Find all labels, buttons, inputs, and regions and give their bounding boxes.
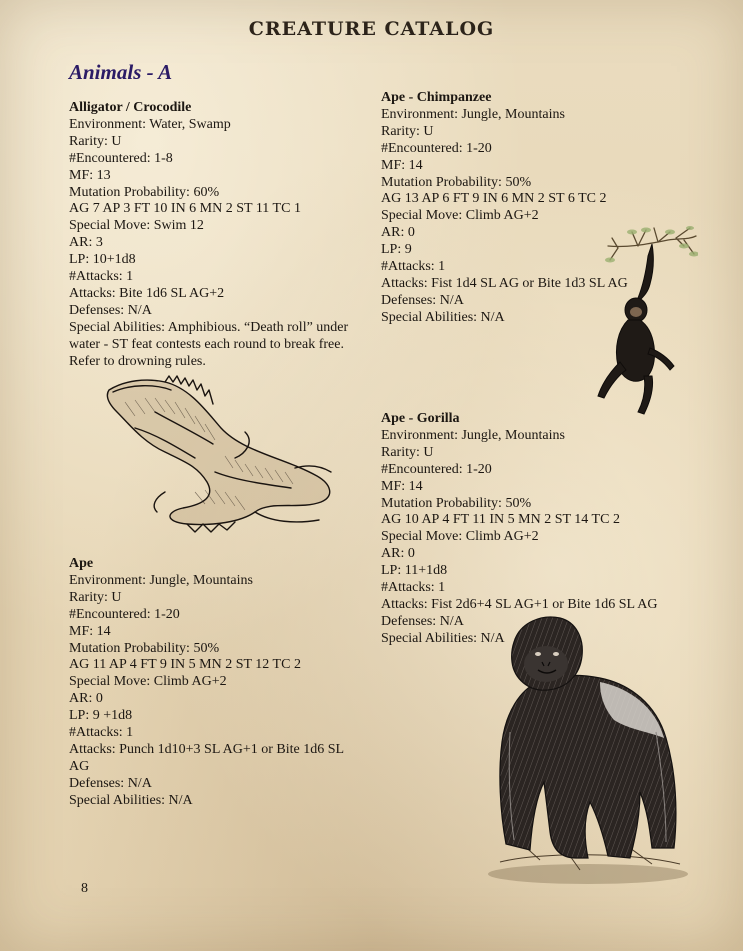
stat-line: #Attacks: 1 [381,580,446,596]
stat-line: Defenses: N/A [381,292,464,308]
stat-line: AR: 0 [69,691,103,707]
stat-line: Defenses: N/A [69,302,152,318]
stat-line: AG 10 AP 4 FT 11 IN 5 MN 2 ST 14 TC 2 [381,512,620,528]
stat-line: Rarity: U [69,589,122,605]
stat-line: Special Move: Climb AG+2 [381,208,539,224]
entry-name: Ape - Chimpanzee [381,90,492,105]
gorilla-illustration [480,612,692,886]
stat-line: Environment: Jungle, Mountains [381,427,565,443]
stat-line: AR: 0 [381,546,415,562]
stat-line: Attacks: Fist 1d4 SL AG or Bite 1d3 SL AG [381,275,628,291]
stat-line: Environment: Water, Swamp [69,116,231,132]
crocodile-illustration [95,372,340,540]
stat-line: MF: 14 [381,478,423,494]
stat-line: Special Move: Climb AG+2 [381,529,539,545]
stat-line: Mutation Probability: 50% [381,174,532,190]
stat-line: #Encountered: 1-8 [69,150,173,166]
stat-line: Rarity: U [381,444,434,460]
stat-line: Mutation Probability: 50% [381,495,532,511]
stat-line: Special Move: Climb AG+2 [69,674,227,690]
entry-ape [69,556,369,810]
stat-line: #Encountered: 1-20 [381,461,492,477]
stat-line: LP: 10+1d8 [69,252,136,268]
stat-line: AG 7 AP 3 FT 10 IN 6 MN 2 ST 11 TC 1 [69,201,301,217]
entry-name: Ape - Gorilla [381,411,460,426]
stat-line: Defenses: N/A [69,775,152,791]
stat-line: Mutation Probability: 60% [69,184,220,200]
stat-line: Special Abilities: N/A [381,309,505,325]
stat-line: MF: 13 [69,167,111,183]
stat-line: LP: 9 +1d8 [69,708,133,724]
stat-line: MF: 14 [69,623,111,639]
stat-line: Special Abilities: N/A [381,630,505,646]
stat-line: #Attacks: 1 [69,269,134,285]
stat-line: Special Abilities: N/A [69,792,193,808]
stat-line: MF: 14 [381,157,423,173]
stat-line: Rarity: U [381,123,434,139]
stat-line: LP: 11+1d8 [381,563,448,579]
stat-line: Mutation Probability: 50% [69,640,220,656]
stat-line: #Attacks: 1 [381,259,446,275]
stat-line: AR: 0 [381,225,415,241]
stat-line: AR: 3 [69,235,103,251]
stat-line: #Encountered: 1-20 [381,140,492,156]
chimpanzee-illustration [588,226,698,420]
stat-line: Attacks: Fist 2d6+4 SL AG+1 or Bite 1d6 SL AG [381,596,658,612]
page-number: 8 [81,881,88,896]
stat-line: AG 11 AP 4 FT 9 IN 5 MN 2 ST 12 TC 2 [69,657,301,673]
special-abilities: Special Abilities: Amphibious. “Death roll” under water - ST feat contests each round to break free. Refer to drowning rules. [69,319,349,369]
section-title: Animals - A [69,60,173,84]
stat-line: LP: 9 [381,242,412,258]
stat-line: Attacks: Bite 1d6 SL AG+2 [69,285,225,301]
entry-name: Ape [69,556,94,571]
stat-line: Defenses: N/A [381,613,464,629]
stat-line: AG 13 AP 6 FT 9 IN 6 MN 2 ST 6 TC 2 [381,191,607,207]
page-title: CREATURE CATALOG [248,18,495,40]
stat-line: Special Move: Swim 12 [69,218,204,234]
stat-line: Environment: Jungle, Mountains [69,572,253,588]
stat-line: #Encountered: 1-20 [69,606,180,622]
stat-line: Environment: Jungle, Mountains [381,106,565,122]
attacks-line: Attacks: Punch 1d10+3 SL AG+1 or Bite 1d6 SL AG [69,741,344,774]
entry-alligator [69,100,369,371]
entry-name: Alligator / Crocodile [69,100,192,115]
stat-line: #Attacks: 1 [69,725,134,741]
stat-line: Rarity: U [69,133,122,149]
